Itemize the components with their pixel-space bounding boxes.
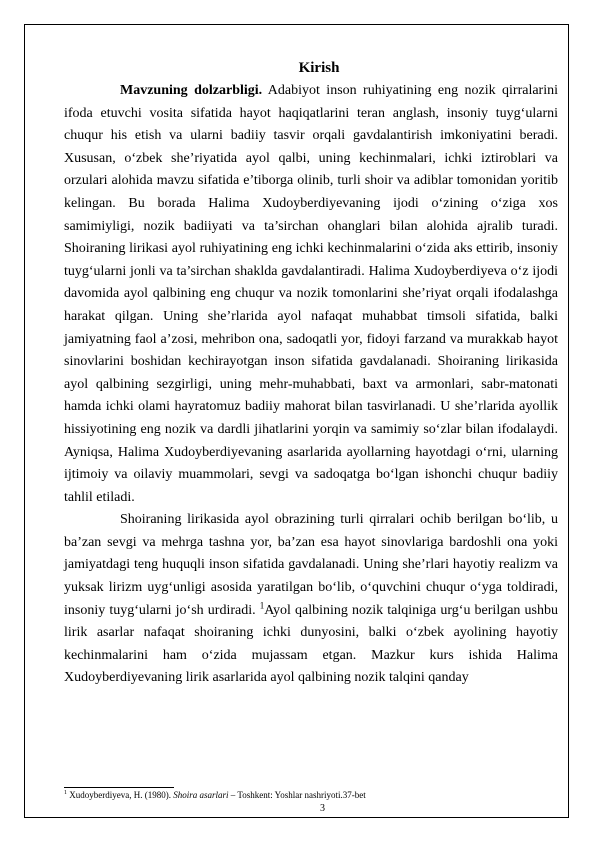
document-body xyxy=(64,56,558,690)
footnote-work-title: Shoira asarlari xyxy=(173,790,229,800)
footnote-publisher: – Toshkent: Yoshlar nashriyoti.37-bet xyxy=(228,790,366,800)
paragraph-text: Shoiraning lirikasida ayol obrazining turli qirralari ochib berilgan bo‘lib, u ba’zan sevgi va mehrga tashna yor, ba’zan esa hayot sinovlariga bardoshli ona yoki jamiyatdagi teng huquqli inson sifatida gavdalanadi. Uning she’rlari hayotiy realizm va yuksak lirizm uyg‘unligi asosida yaratilgan bo‘lib, o‘quvchini chuqur o‘yga toldiradi, insoniy tuyg‘ularni jo‘sh urdiradi. xyxy=(64,512,558,618)
footnote-author: Xudoyberdiyeva, H. (1980). xyxy=(67,790,174,800)
paragraph-text: Adabiyot inson ruhiyatining eng nozik qirralarini ifoda etuvchi vosita sifatida hayot haqiqatlarini teran anglash, insoniy tuyg‘ularni chuqur his etish va ularni badiiy tasvir orqali gavdalantirish imkoniyatini beradi. Xususan, o‘zbek she’riyatida ayol qalbi, uning kechinmalari, ichki iztiroblari va orzulari alohida mavzu sifatida e’tiborga olinib, turli shoir va adiblar tomonidan yoritib kelingan. Bu borada Halima Xudoyberdiyevaning ijodi o‘zining o‘ziga xos samimiyligi, nozik badiiyati va ta’sirchan ohanglari bilan alohida ajralib turadi. Shoiraning lirikasi ayol ruhiyatining eng ichki kechinmalarini o‘zida aks ettirib, insoniy tuyg‘ularni jonli va ta’sirchan shaklda gavdalantiradi. Halima Xudoyberdiyeva o‘z ijodi davomida ayol qalbining eng chuqur va nozik tomonlarini she’riyat orqali ifodalashga harakat qilgan. Uning she’rlarida ayol nafaqat muhabbat timsoli sifatida, balki jamiyatning faol a’zosi, mehribon ona, sadoqatli yor, fidoyi farzand va murakkab hayot sinovlarini boshidan kechirayotgan inson sifatida gavdalanadi. Shoiraning lirikasida ayol qalbining sezgirligi, uning mehr-muhabbati, baxt va armonlari, sabr-matonati hamda ichki olami hayratomuz badiiy mahorat bilan tasvirlanadi. U she’rlarida ayollik hissiyotining eng nozik va dardli jihatlarini yorqin va samimiy so‘zlar bilan ifodalaydi. Ayniqsa, Halima Xudoyberdiyevaning asarlarida ayollarning hayotdagi o‘rni, ularning ijtimoiy va oilaviy muammolari, sevgi va sadoqatga bo‘lgan ishonchi chuqur badiiy tahlil etiladi. xyxy=(64,83,559,505)
footnote-mark: 1 xyxy=(64,790,67,796)
footnote-reference[interactable]: 1 xyxy=(259,600,265,610)
paragraph-lyric-analysis xyxy=(64,509,558,690)
section-heading: Kirish xyxy=(298,60,340,76)
paragraph-lead: Mavzuning dolzarbligi. xyxy=(120,83,263,98)
paragraph-relevance xyxy=(64,80,558,509)
page-number: 3 xyxy=(320,803,325,814)
paragraph-text: Ayol qalbining nozik talqiniga urg‘u berilgan ushbu lirik asarlar nafaqat shoiraning ichki dunyosini, balki o‘zbek ayolining hayotiy kechinmalarini ham o‘zida mujassam etgan. Mazkur kurs ishida Halima Xudoyberdiyevaning lirik asarlarida ayol qalbining nozik talqini qanday xyxy=(64,602,558,686)
footnote-divider xyxy=(64,787,174,788)
footnote xyxy=(64,789,558,801)
